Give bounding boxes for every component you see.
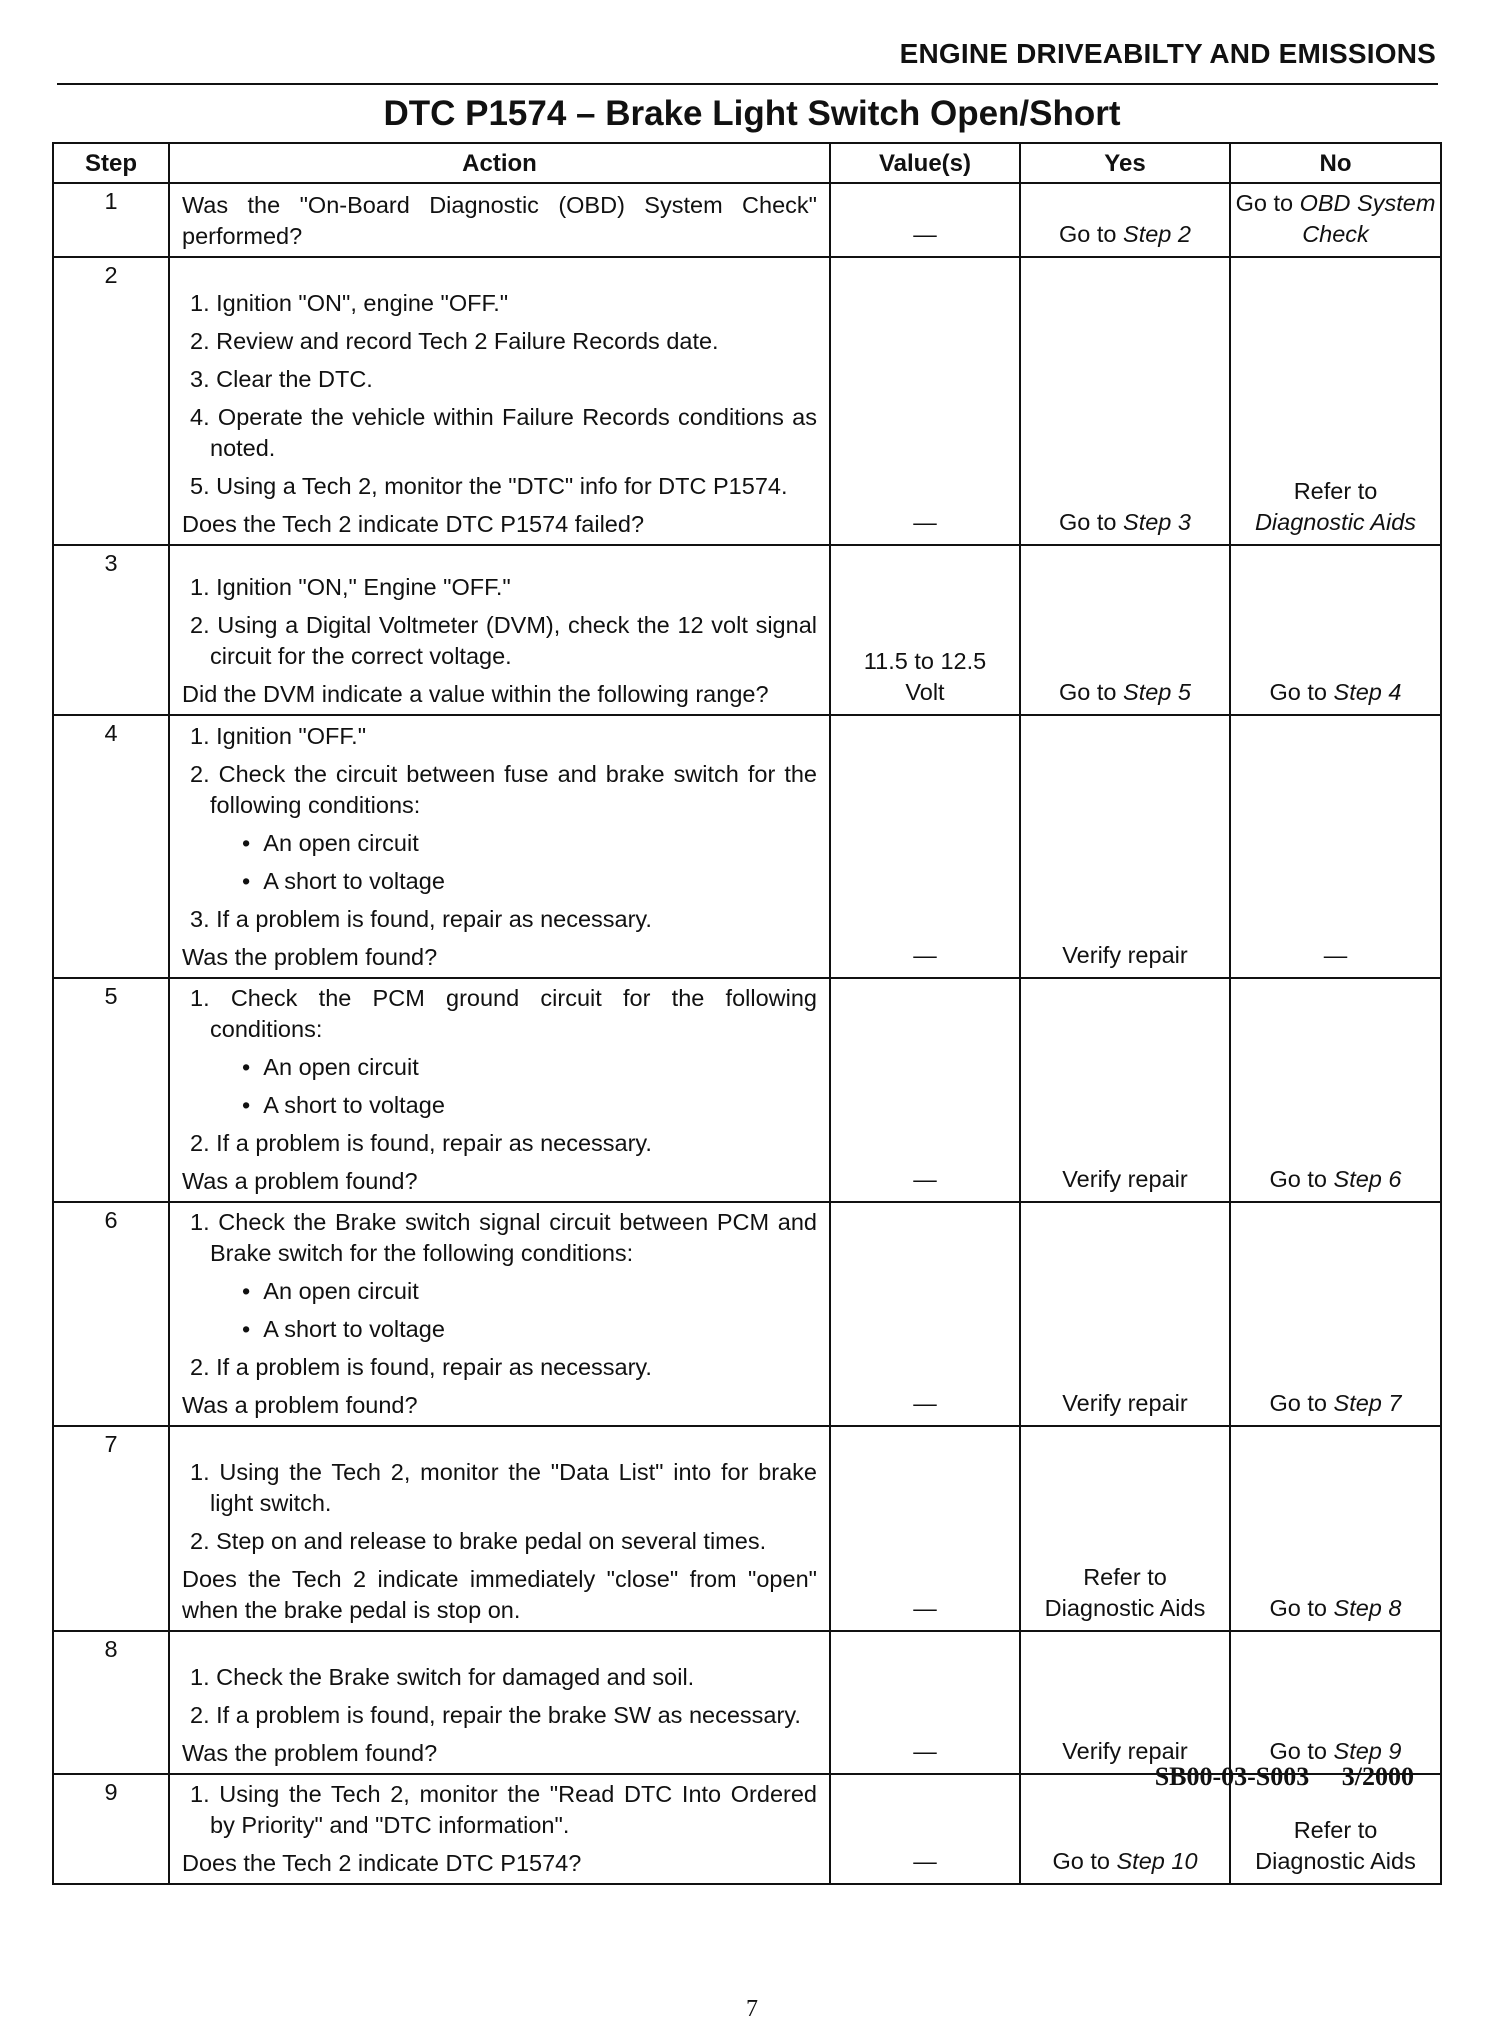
action-item: 3. Clear the DTC. (190, 366, 373, 392)
action-item: 1. Check the PCM ground circuit for the following conditions: (190, 985, 817, 1042)
table-row (53, 257, 1441, 545)
action-item: 3. If a problem is found, repair as necessary. (190, 906, 652, 932)
action-item: 2. If a problem is found, repair as necessary. (190, 1354, 652, 1380)
yes-text: Go to (1059, 679, 1124, 705)
action-cell (169, 715, 830, 978)
no-cell: — (1230, 715, 1441, 978)
no-cell (1230, 978, 1441, 1202)
step-number: 5 (53, 978, 169, 1202)
no-text: Go to (1269, 679, 1334, 705)
action-question: Was the "On-Board Diagnostic (OBD) System Check" performed? (182, 192, 817, 249)
action-item: 2. Step on and release to brake pedal on several times. (190, 1528, 767, 1554)
action-item: 2. Using a Digital Voltmeter (DVM), check the 12 volt signal circuit for the correct voltage. (190, 612, 817, 669)
yes-step-ref: Step 5 (1123, 679, 1191, 705)
table-row (53, 978, 1441, 1202)
step-number: 6 (53, 1202, 169, 1426)
action-item: 1. Ignition "ON", engine "OFF." (190, 290, 509, 316)
yes-cell (1020, 257, 1230, 545)
table-row (53, 545, 1441, 715)
header-action: Action (169, 143, 830, 183)
yes-cell: Verify repair (1020, 1631, 1230, 1774)
step-number: 1 (53, 183, 169, 257)
yes-cell: Verify repair (1020, 715, 1230, 978)
no-step-ref: Step 7 (1333, 1390, 1402, 1416)
bullet-text: An open circuit (263, 1054, 419, 1080)
yes-step-ref: Step 10 (1116, 1848, 1198, 1874)
action-question: Was a problem found? (182, 1168, 418, 1194)
bullet-item (182, 1052, 817, 1083)
bullet-item (182, 828, 817, 859)
page-number: 7 (746, 1996, 758, 2022)
document-code: SB00-03-S003 3/2000 (1154, 1762, 1414, 1791)
no-text: Go to (1269, 1595, 1334, 1621)
document-title: DTC P1574 – Brake Light Switch Open/Short (383, 94, 1121, 133)
action-item: 1. Using the Tech 2, monitor the "Read DTC Into Ordered by Priority" and "DTC information". (190, 1781, 817, 1838)
yes-cell (1020, 1426, 1230, 1631)
table-header-row (53, 143, 1441, 183)
no-step-ref: Step 9 (1333, 1738, 1402, 1764)
header-no: No (1230, 143, 1441, 183)
no-cell (1230, 257, 1441, 545)
value-cell: — (830, 1631, 1020, 1774)
action-item: 2. If a problem is found, repair the brake SW as necessary. (190, 1702, 801, 1728)
value-unit: Volt (905, 679, 945, 705)
action-cell (169, 257, 830, 545)
action-item: 5. Using a Tech 2, monitor the "DTC" info for DTC P1574. (190, 473, 788, 499)
yes-cell (1020, 545, 1230, 715)
action-question: Did the DVM indicate a value within the following range? (182, 681, 769, 707)
action-cell (169, 1202, 830, 1426)
action-question: Does the Tech 2 indicate immediately "close" from "open" when the brake pedal is stop on. (182, 1566, 817, 1623)
action-cell (169, 1426, 830, 1631)
bullet-item (182, 866, 817, 897)
value-cell (830, 545, 1020, 715)
bullet-icon: • (242, 1278, 251, 1304)
header-rule (57, 83, 1438, 85)
bullet-text: An open circuit (263, 830, 419, 856)
no-step-ref: Step 6 (1333, 1166, 1402, 1192)
step-number: 8 (53, 1631, 169, 1774)
action-question: Was a problem found? (182, 1392, 418, 1418)
bullet-icon: • (242, 1092, 251, 1118)
yes-text: Refer to (1083, 1564, 1167, 1590)
value-range: 11.5 to 12.5 (863, 648, 987, 674)
action-item: 1. Using the Tech 2, monitor the "Data List" into for brake light switch. (190, 1459, 817, 1516)
action-item: 1. Ignition "ON," Engine "OFF." (190, 574, 511, 600)
no-text: Refer to (1293, 478, 1378, 504)
yes-cell: Verify repair (1020, 978, 1230, 1202)
action-cell (169, 1774, 830, 1884)
bullet-item (182, 1314, 817, 1345)
bullet-text: A short to voltage (263, 1316, 445, 1342)
action-cell (169, 1631, 830, 1774)
yes-cell: Verify repair (1020, 1202, 1230, 1426)
no-text: Go to (1269, 1390, 1334, 1416)
bullet-text: A short to voltage (263, 1092, 445, 1118)
action-item: 2. If a problem is found, repair as necessary. (190, 1130, 652, 1156)
no-text: Go to (1235, 190, 1300, 216)
table-row (53, 183, 1441, 257)
no-cell (1230, 183, 1441, 257)
no-text: Go to (1269, 1738, 1334, 1764)
yes-text: Go to (1052, 1848, 1117, 1874)
bullet-item (182, 1090, 817, 1121)
action-item: 1. Check the Brake switch signal circuit between PCM and Brake switch for the following conditions: (190, 1209, 817, 1266)
value-cell: — (830, 257, 1020, 545)
bullet-icon: • (242, 1316, 251, 1342)
value-cell: — (830, 978, 1020, 1202)
yes-step-ref: Step 3 (1123, 509, 1191, 535)
action-item: 2. Check the circuit between fuse and brake switch for the following conditions: (190, 761, 817, 818)
bullet-text: An open circuit (263, 1278, 419, 1304)
action-question: Was the problem found? (182, 1740, 438, 1766)
yes-ref: Diagnostic Aids (1044, 1595, 1206, 1621)
header-step: Step (53, 143, 169, 183)
step-number: 2 (53, 257, 169, 545)
value-cell: — (830, 183, 1020, 257)
bullet-text: A short to voltage (263, 868, 445, 894)
yes-text: Go to (1059, 509, 1124, 535)
action-cell (169, 545, 830, 715)
header-values: Value(s) (830, 143, 1020, 183)
step-number: 3 (53, 545, 169, 715)
bullet-item (182, 1276, 817, 1307)
bullet-icon: • (242, 830, 251, 856)
action-question: Does the Tech 2 indicate DTC P1574 failed? (182, 511, 645, 537)
action-item: 4. Operate the vehicle within Failure Records conditions as noted. (190, 404, 817, 461)
no-cell (1230, 1202, 1441, 1426)
no-step-ref: OBD System Check (1299, 190, 1436, 247)
table-row (53, 1202, 1441, 1426)
action-cell (169, 978, 830, 1202)
value-cell: — (830, 715, 1020, 978)
value-cell: — (830, 1202, 1020, 1426)
section-header: ENGINE DRIVEABILTY AND EMISSIONS (899, 38, 1436, 69)
value-cell: — (830, 1426, 1020, 1631)
bullet-icon: • (242, 1054, 251, 1080)
yes-cell (1020, 183, 1230, 257)
no-ref: Diagnostic Aids (1255, 1848, 1416, 1874)
table-row (53, 1631, 1441, 1774)
yes-text: Go to (1059, 221, 1124, 247)
no-step-ref: Step 4 (1333, 679, 1402, 705)
no-cell (1230, 1631, 1441, 1774)
no-cell (1230, 1426, 1441, 1631)
diagnostic-table (52, 142, 1442, 1885)
action-question: Was the problem found? (182, 944, 438, 970)
bullet-icon: • (242, 868, 251, 894)
no-text: Go to (1269, 1166, 1334, 1192)
action-question: Does the Tech 2 indicate DTC P1574? (182, 1850, 582, 1876)
step-number: 7 (53, 1426, 169, 1631)
action-cell (169, 183, 830, 257)
no-cell (1230, 545, 1441, 715)
table-row (53, 1426, 1441, 1631)
header-yes: Yes (1020, 143, 1230, 183)
action-item: 1. Ignition "OFF." (190, 723, 367, 749)
step-number: 4 (53, 715, 169, 978)
no-step-ref: Diagnostic Aids (1254, 509, 1417, 535)
action-item: 1. Check the Brake switch for damaged and soil. (190, 1664, 695, 1690)
no-step-ref: Step 8 (1333, 1595, 1402, 1621)
action-item: 2. Review and record Tech 2 Failure Records date. (190, 328, 719, 354)
value-cell: — (830, 1774, 1020, 1884)
no-text: Refer to (1293, 1817, 1378, 1843)
step-number: 9 (53, 1774, 169, 1884)
table-row (53, 715, 1441, 978)
yes-step-ref: Step 2 (1123, 221, 1191, 247)
